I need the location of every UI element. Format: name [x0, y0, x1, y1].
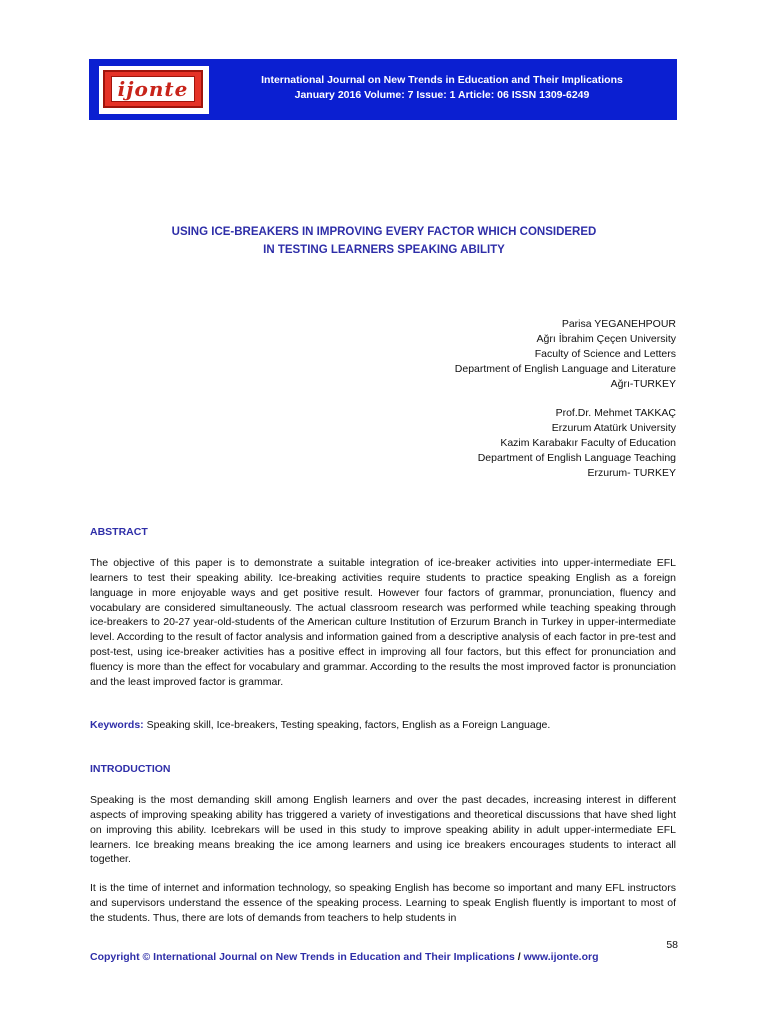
author-faculty: Kazim Karabakır Faculty of Education — [500, 437, 676, 449]
journal-header-banner — [89, 59, 677, 120]
author-location: Erzurum- TURKEY — [587, 467, 676, 479]
paper-title-line-1: USING ICE-BREAKERS IN IMPROVING EVERY FACTOR WHICH CONSIDERED — [171, 226, 597, 238]
introduction-paragraph-1: Speaking is the most demanding skill among English learners and over the past decades, increasing interest in different aspects of improving speaking ability has triggered a variety of investigations and theoretical discussions that have shed light on improving this ability. Icebrekars will be used in this study to improve speaking ability in adult upper-intermediate EFL learners. Ice breaking means breaking the ice among learners and using ice breakers encourages students to interact all together. — [90, 794, 676, 866]
journal-header-text — [242, 73, 642, 103]
keywords-line — [90, 718, 676, 733]
journal-issue-info: January 2016 Volume: 7 Issue: 1 Article: 06 ISSN 1309-6249 — [294, 89, 590, 101]
journal-logo-text: ijonte — [111, 76, 195, 102]
introduction-heading: INTRODUCTION — [90, 763, 171, 775]
keywords-label: Keywords: — [90, 719, 144, 731]
author-block-2 — [478, 406, 676, 481]
copyright-footer — [90, 951, 676, 963]
journal-logo-badge — [103, 70, 203, 108]
author-department: Department of English Language Teaching — [477, 452, 676, 464]
author-university: Ağrı İbrahim Çeçen University — [536, 333, 676, 345]
journal-name: International Journal on New Trends in Education and Their Implications — [261, 74, 623, 86]
paper-title — [90, 223, 678, 259]
journal-logo — [99, 66, 209, 114]
author-name: Prof.Dr. Mehmet TAKKAÇ — [555, 407, 676, 419]
author-faculty: Faculty of Science and Letters — [534, 348, 676, 360]
abstract-heading: ABSTRACT — [90, 526, 148, 538]
paper-title-line-2: IN TESTING LEARNERS SPEAKING ABILITY — [263, 244, 505, 256]
abstract-text: The objective of this paper is to demonstrate a suitable integration of ice-breaker activities into upper-intermediate EFL learners to test their speaking ability. Ice-breaking activities require students to practice speaking English as a foreign language in more enjoyable ways and get positive result. However four factors of grammar, pronunciation, fluency and vocabulary are considered simultaneously. The actual classroom research was performed while teaching speaking through ice-breakers to 20-27 year-old-students of the American culture Institution of Erzurum Branch in Turkey in upper-intermediate level. According to the result of factor analysis and information gained from a descriptive analysis of each factor in pre-test and post-test, using ice-breaker activities has a positive effect in improving all four factors, but this effect for pronunciation and fluency is more than the effect for vocabulary and grammar. According to the results the most improved factor is pronunciation and the least improved factor is grammar. — [90, 557, 676, 688]
introduction-paragraph-2: It is the time of internet and information technology, so speaking English has become so important and many EFL instructors and supervisors understand the essence of the speaking process. Learning to speak English fluently is important to most of the students. Thus, there are lots of demands from teachers to help students in — [90, 882, 676, 924]
author-block-1 — [455, 317, 676, 392]
author-name: Parisa YEGANEHPOUR — [561, 318, 676, 330]
journal-url-link[interactable]: www.ijonte.org — [523, 951, 599, 963]
author-location: Ağrı-TURKEY — [610, 378, 676, 390]
author-department: Department of English Language and Literature — [454, 363, 676, 375]
copyright-text: Copyright © International Journal on New Trends in Education and Their Implications — [90, 951, 515, 963]
footer-separator: / — [514, 951, 524, 963]
page-number: 58 — [666, 939, 678, 951]
journal-header-inner — [92, 62, 674, 117]
keywords-text: Speaking skill, Ice-breakers, Testing speaking, factors, English as a Foreign Language. — [143, 719, 551, 731]
author-university: Erzurum Atatürk University — [551, 422, 676, 434]
